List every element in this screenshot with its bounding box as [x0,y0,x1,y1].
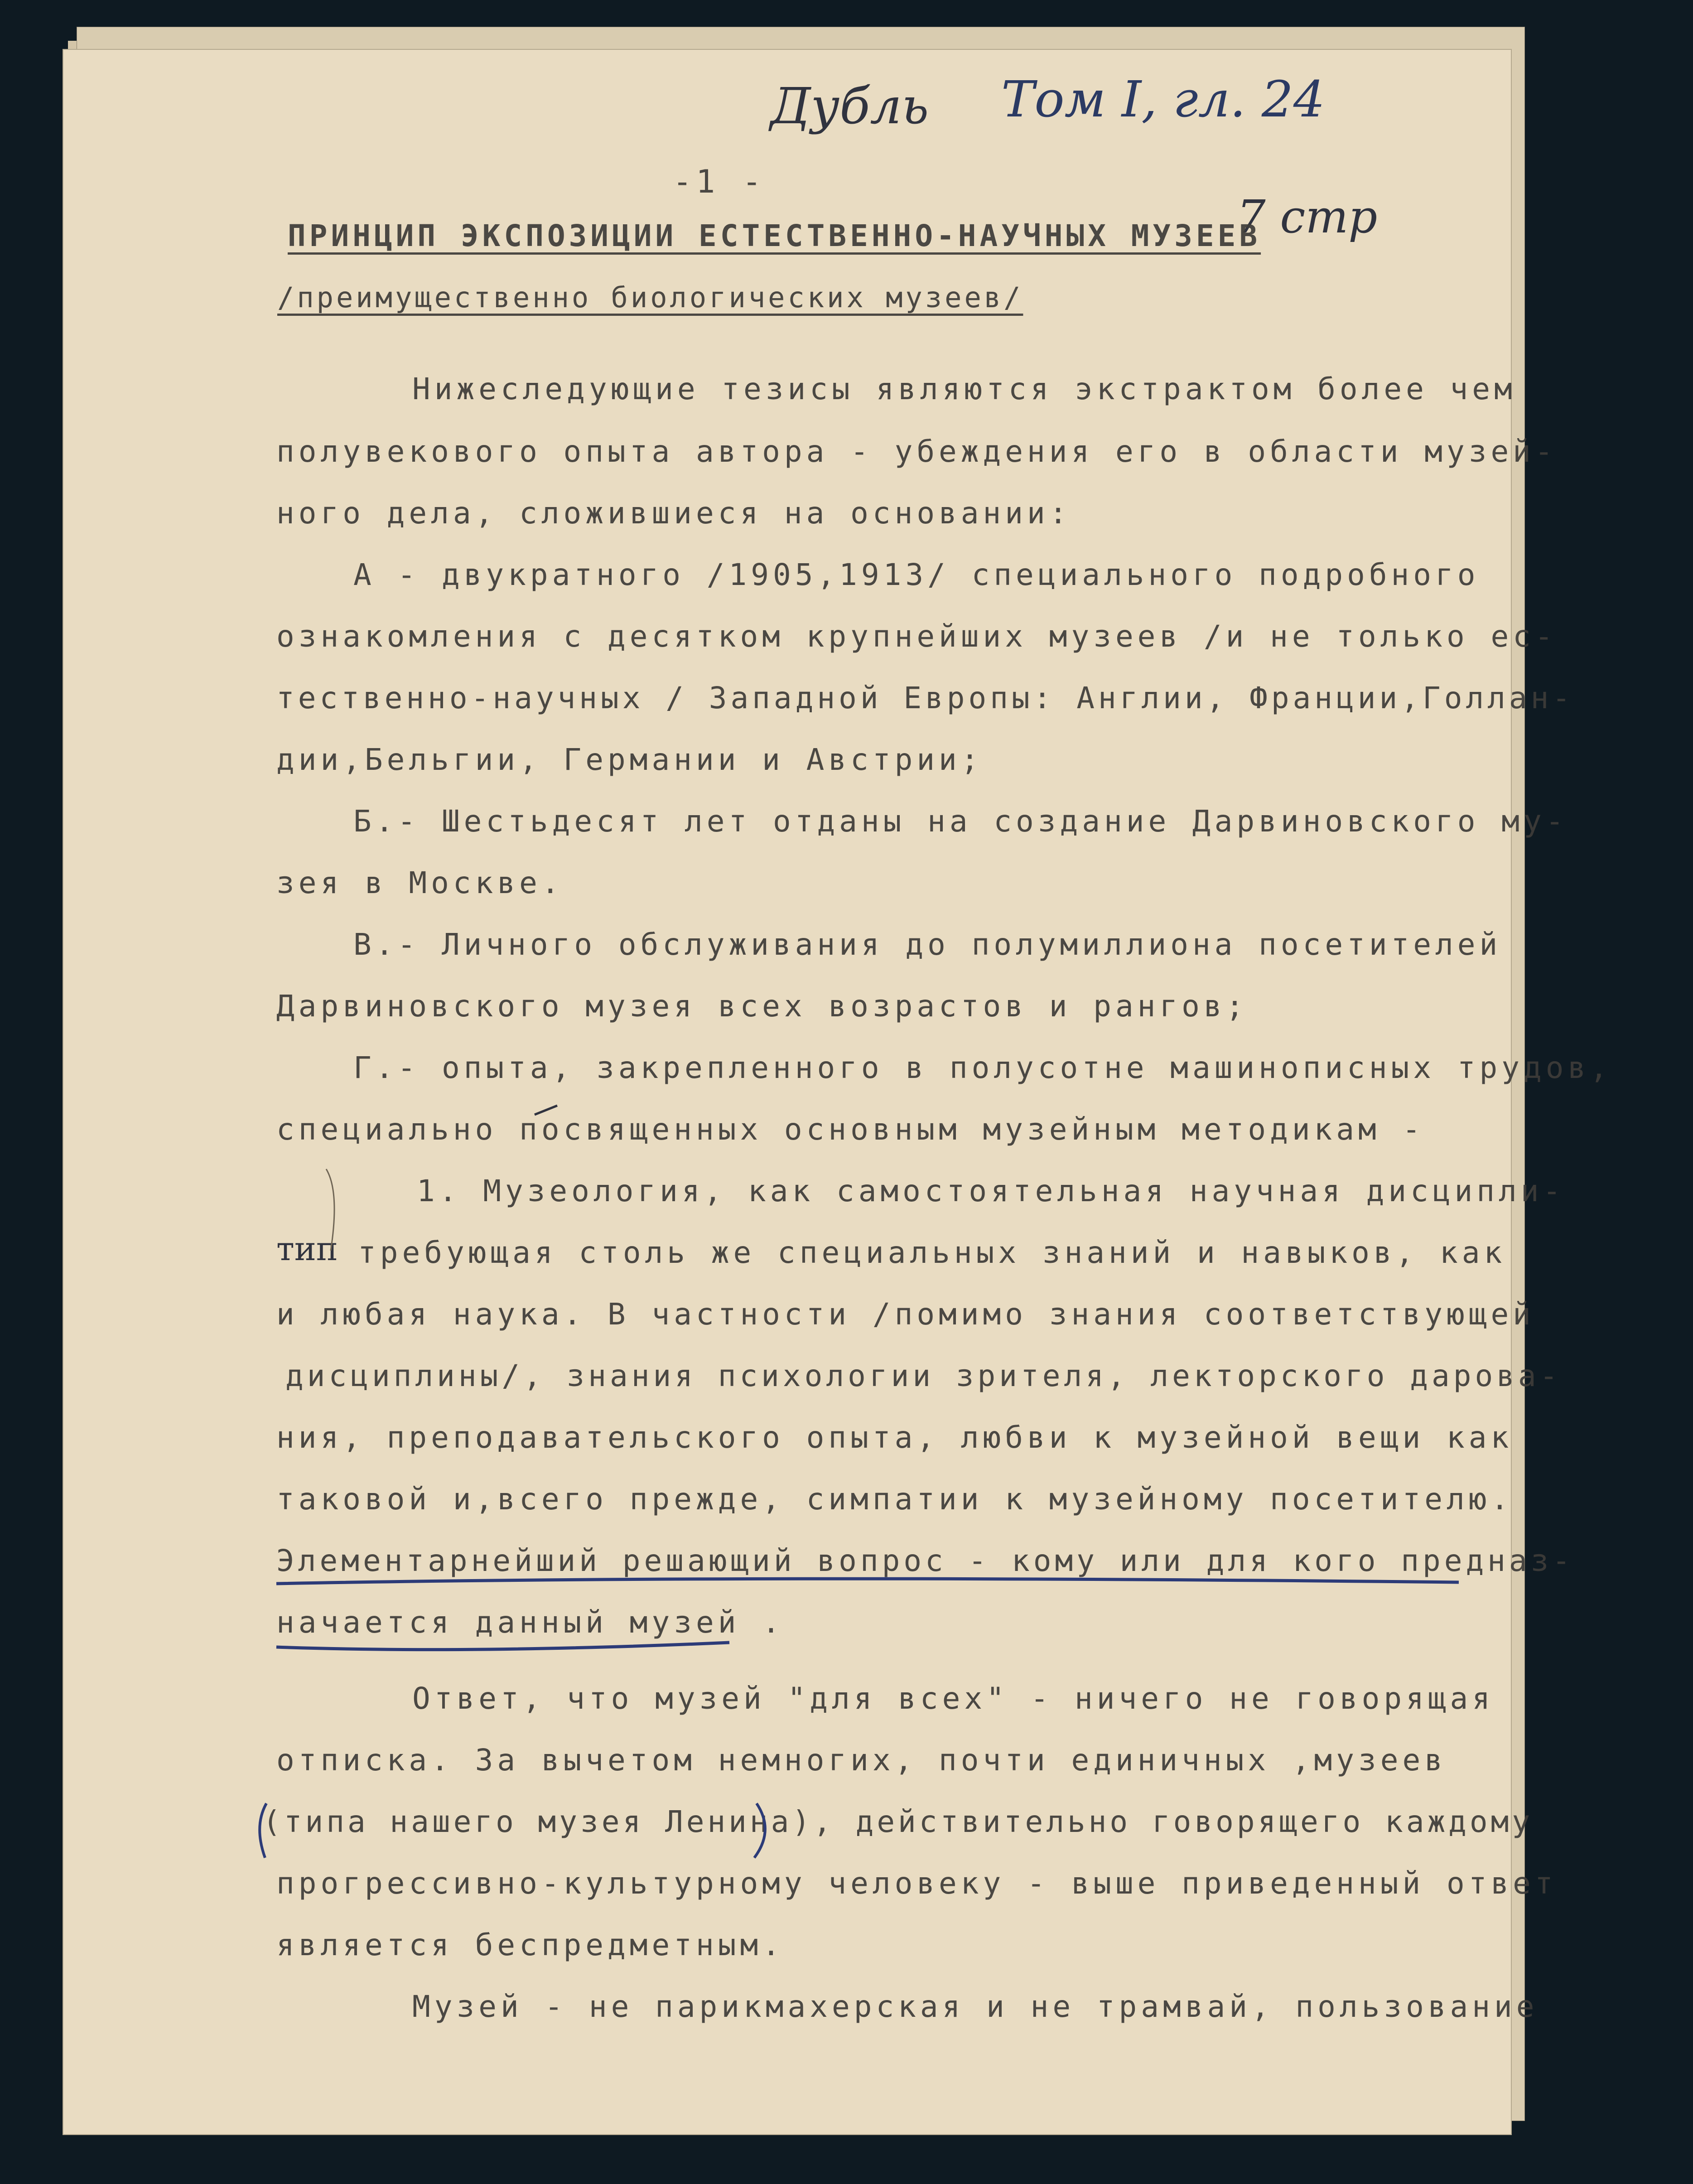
pen-insert-mark [535,1106,557,1115]
margin-insert: тип [276,1230,338,1268]
pen-bracket-right [754,1803,765,1858]
body-line: Ответ, что музей "для всех" - ничего не говорящая [412,1681,1495,1716]
body-line: таковой и,всего прежде, симпатии к музейному посетителю. [276,1482,1513,1517]
pen-underline [276,1579,1459,1584]
page-title: ПРИНЦИП ЭКСПОЗИЦИИ ЕСТЕСТВЕННО-НАУЧНЫХ МУЗЕЕВ [288,218,1261,253]
pen-underline [276,1643,729,1650]
handwritten-pages-note: 7 стр [1237,190,1378,243]
paper-fold [326,1169,334,1251]
body-line: Элементарнейший решающий вопрос - кому или для кого предназ- [276,1543,1574,1578]
body-line: специально посвященных основным музейным методикам - [276,1112,1425,1147]
pen-bracket-left [260,1803,266,1858]
body-line: требующая столь же специальных знаний и навыков, как [358,1235,1506,1270]
body-line: Дарвиновского музея всех возрастов и рангов; [276,989,1248,1024]
body-line: Г.- опыта, закрепленного в полусотне машинописных трудов, [353,1050,1612,1085]
document-page [63,50,1612,2134]
body-line: ного дела, сложившиеся на основании: [276,496,1071,531]
page-number: -1 - [673,163,766,200]
body-line: зея в Москве. [276,865,564,900]
body-line: В.- Личного обслуживания до полумиллиона посетителей [353,927,1502,962]
body-line: А - двукратного /1905,1913/ специального подробного [353,557,1480,592]
pen-marks [63,50,1511,2134]
body-line: является беспредметным. [276,1928,784,1962]
body-line: дисциплины/, знания психологии зрителя, лекторского дарова- [285,1358,1562,1393]
body-line: дии,Бельгии, Германии и Австрии; [276,742,983,777]
body-line: Музей - не парикмахерская и не трамвай, пользование [412,1989,1539,2024]
handwritten-volume-ref: Том I, гл. 24 [1001,70,1325,128]
body-line: начается данный музей . [276,1605,784,1640]
body-line: ознакомления с десятком крупнейших музеев /и не только ес- [276,619,1557,654]
body-line: тественно-научных / Западной Европы: Англии, Франции,Голлан- [276,681,1574,715]
body-line: и любая наука. В частности /помимо знания соответствующей [276,1297,1535,1332]
body-line: ния, преподавательского опыта, любви к музейной вещи как [276,1420,1513,1455]
body-line: Нижеследующие тезисы являются экстрактом более чем [412,372,1516,406]
body-line: прогрессивно-культурному человеку - выше приведенный ответ [276,1866,1557,1901]
body-line: (типа нашего музея Ленина), действительно говорящего каждому [263,1804,1534,1839]
body-line: отписка. За вычетом немногих, почти единичных ,музеев [276,1743,1447,1778]
body-line: полувекового опыта автора - убеждения его в области музей- [276,434,1557,469]
body-line: Б.- Шестьдесят лет отданы на создание Дарвиновского му- [353,804,1568,839]
body-line: 1. Музеология, как самостоятельная научная дисципли- [417,1174,1565,1208]
page-subtitle: /преимущественно биологических музеев/ [277,281,1023,314]
handwritten-dubl: Дубль [770,77,929,135]
